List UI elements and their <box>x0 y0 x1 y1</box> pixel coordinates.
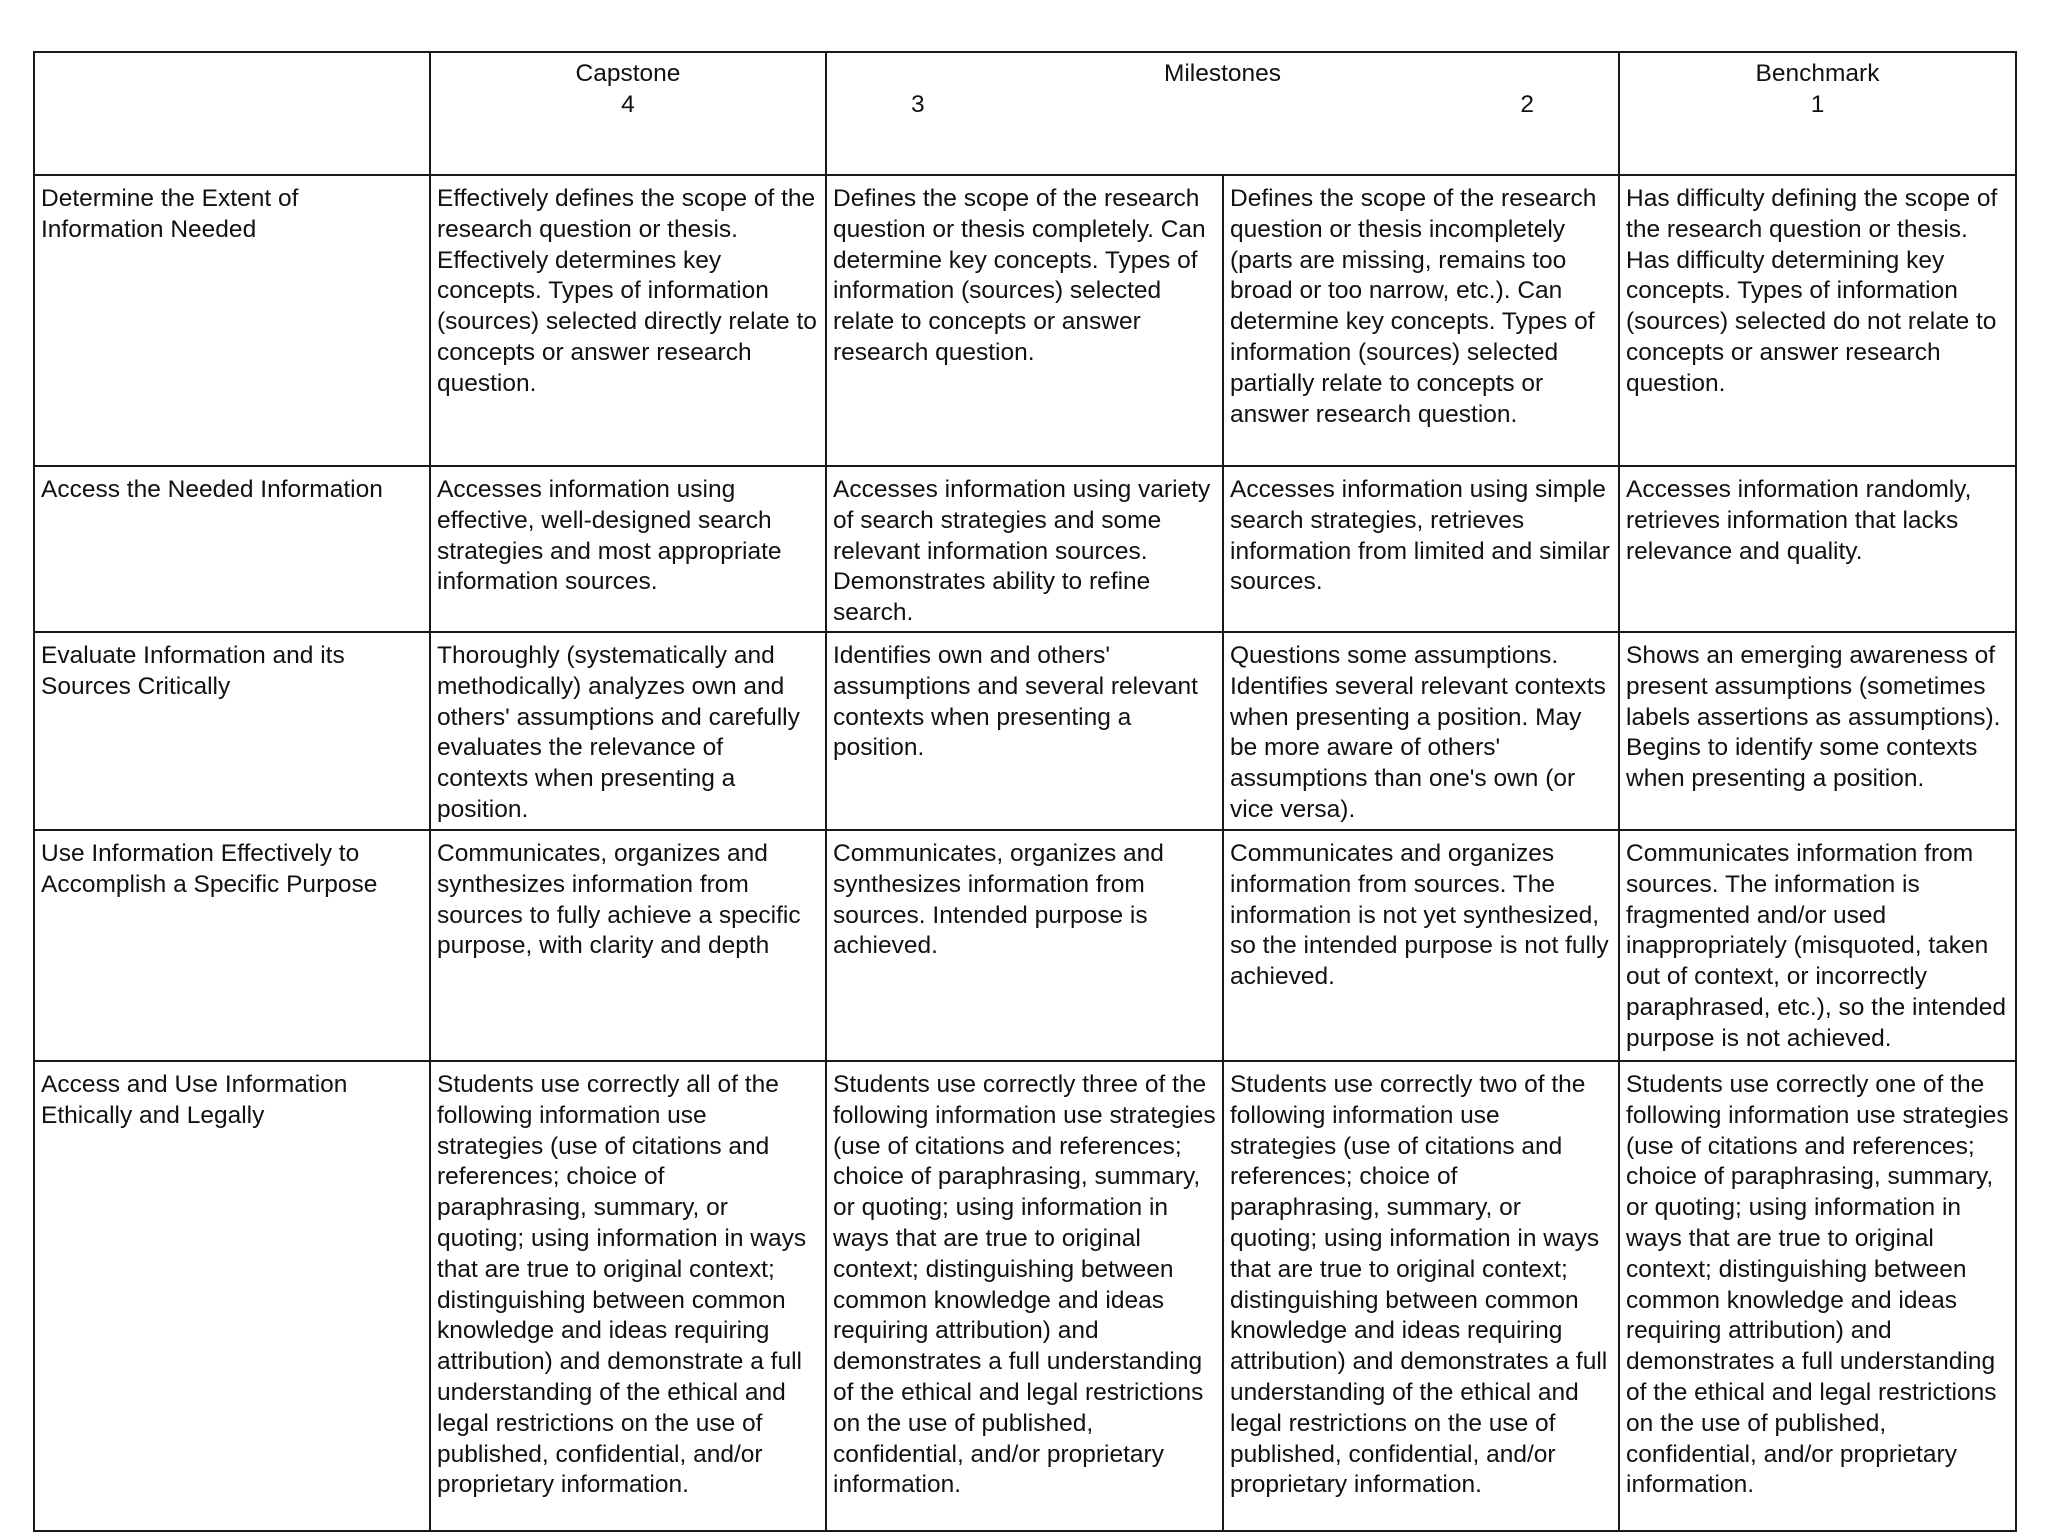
score-1-cell <box>1619 466 2016 632</box>
rubric-row <box>34 1061 2016 1531</box>
criterion-text: Use Information Effectively to Accomplish a Specific Purpose <box>41 840 378 898</box>
score-2-cell <box>1223 1061 1619 1531</box>
descriptor-text: Questions some assumptions. Identifies several relevant contexts when presenting a position. May be more aware of others' assumptions than one's own (or vice versa). <box>1230 642 1606 823</box>
criterion-cell <box>34 1061 430 1531</box>
score-3-cell <box>826 1061 1223 1531</box>
score-4-cell <box>430 466 826 632</box>
header-milestones-cell <box>826 52 1619 175</box>
rubric-row <box>34 466 2016 632</box>
descriptor-text: Defines the scope of the research question or thesis completely. Can determine key concepts. Types of information (sources) selected relate to concepts or answer research question. <box>833 185 1206 366</box>
descriptor-text: Communicates, organizes and synthesizes information from sources to fully achieve a specific purpose, with clarity and depth <box>437 840 801 960</box>
descriptor-text: Accesses information randomly, retrieves information that lacks relevance and quality. <box>1626 476 1972 565</box>
score-3-cell <box>826 632 1223 830</box>
criterion-cell <box>34 830 430 1061</box>
benchmark-score: 1 <box>1810 90 1825 118</box>
score-4-cell <box>430 830 826 1061</box>
score-1-cell <box>1619 175 2016 466</box>
descriptor-text: Accesses information using variety of search strategies and some relevant information sources. Demonstrates ability to refine search. <box>833 476 1211 627</box>
descriptor-text: Shows an emerging awareness of present assumptions (sometimes labels assertions as assumptions). Begins to identify some contexts when presenting a position. <box>1626 642 2001 793</box>
capstone-score: 4 <box>621 90 635 118</box>
descriptor-text: Students use correctly all of the following information use strategies (use of citations and references; choice of paraphrasing, summary, or quoting; using information in ways that are true to original context; distinguishing between common knowledge and ideas requiring attribution) and demonstrate a full understanding of the ethical and legal restrictions on the use of published, confidential, and/or proprietary information. <box>437 1071 807 1499</box>
criterion-text: Determine the Extent of Information Needed <box>41 185 299 243</box>
criterion-text: Access the Needed Information <box>41 476 383 503</box>
descriptor-text: Communicates, organizes and synthesizes information from sources. Intended purpose is achieved. <box>833 840 1164 960</box>
rubric-row <box>34 830 2016 1061</box>
rubric-row <box>34 175 2016 466</box>
score-3-cell <box>826 175 1223 466</box>
descriptor-text: Defines the scope of the research question or thesis incompletely (parts are missing, remains too broad or too narrow, etc.). Can determine key concepts. Types of information (sources) selected partially relate to concepts or answer research question. <box>1230 185 1597 428</box>
capstone-label: Capstone <box>575 60 681 87</box>
descriptor-text: Has difficulty defining the scope of the research question or thesis. Has difficulty determining key concepts. Types of information (sources) selected do not relate to concepts or answer research question. <box>1626 185 1998 397</box>
descriptor-text: Thoroughly (systematically and methodically) analyzes own and others' assumptions and carefully evaluates the relevance of contexts when presenting a position. <box>437 642 800 823</box>
score-4-cell <box>430 632 826 830</box>
score-2-cell <box>1223 175 1619 466</box>
header-corner-cell <box>34 52 430 175</box>
criterion-text: Evaluate Information and its Sources Critically <box>41 642 345 700</box>
score-2-cell <box>1223 632 1619 830</box>
milestone-scores <box>833 90 1612 121</box>
descriptor-text: Students use correctly one of the following information use strategies (use of citations and references; choice of paraphrasing, summary, or quoting; using information in ways that are true to original context; distinguishing between common knowledge and ideas requiring attribution) and demonstrates a full understanding of the ethical and legal restrictions on the use of published, confidential, and/or proprietary information. <box>1626 1071 2009 1499</box>
criterion-cell <box>34 175 430 466</box>
descriptor-text: Accesses information using simple search strategies, retrieves information from limited and similar sources. <box>1230 476 1610 596</box>
descriptor-text: Communicates information from sources. The information is fragmented and/or used inappropriately (misquoted, taken out of context, or incorrectly paraphrased, etc.), so the intended purpose is not achieved. <box>1626 840 2007 1052</box>
rubric-table <box>33 51 2017 1532</box>
score-3-cell <box>826 830 1223 1061</box>
header-capstone-cell <box>430 52 826 175</box>
milestones-label: Milestones <box>1163 60 1282 87</box>
descriptor-text: Students use correctly two of the following information use strategies (use of citations and references; choice of paraphrasing, summary, or quoting; using information in ways that are true to original context; distinguishing between common knowledge and ideas requiring attribution) and demonstrates a full understanding of the ethical and legal restrictions on the use of published, confidential, and/or proprietary information. <box>1230 1071 1608 1499</box>
score-2-cell <box>1223 466 1619 632</box>
score-2-cell <box>1223 830 1619 1061</box>
score-4-cell <box>430 1061 826 1531</box>
score-3-cell <box>826 466 1223 632</box>
benchmark-label: Benchmark <box>1755 60 1880 87</box>
score-1-cell <box>1619 632 2016 830</box>
descriptor-text: Communicates and organizes information from sources. The information is not yet synthesized, so the intended purpose is not fully achieved. <box>1230 840 1609 991</box>
score-1-cell <box>1619 830 2016 1061</box>
descriptor-text: Effectively defines the scope of the research question or thesis. Effectively determines key concepts. Types of information (sources) selected directly relate to concepts or answer research question. <box>437 185 817 397</box>
score-1-cell <box>1619 1061 2016 1531</box>
milestone-score-3: 3 <box>911 90 925 118</box>
criterion-cell <box>34 466 430 632</box>
header-row <box>34 52 2016 175</box>
descriptor-text: Identifies own and others' assumptions and several relevant contexts when presenting a position. <box>833 642 1198 762</box>
descriptor-text: Students use correctly three of the following information use strategies (use of citations and references; choice of paraphrasing, summary, or quoting; using information in ways that are true to original context; distinguishing between common knowledge and ideas requiring attribution) and demonstrates a full understanding of the ethical and legal restrictions on the use of published, confidential, and/or proprietary information. <box>833 1071 1216 1499</box>
score-4-cell <box>430 175 826 466</box>
criterion-cell <box>34 632 430 830</box>
descriptor-text: Accesses information using effective, well-designed search strategies and most appropriate information sources. <box>437 476 782 596</box>
criterion-text: Access and Use Information Ethically and Legally <box>41 1071 348 1129</box>
header-benchmark-cell <box>1619 52 2016 175</box>
milestone-score-2: 2 <box>1520 90 1535 118</box>
rubric-row <box>34 632 2016 830</box>
